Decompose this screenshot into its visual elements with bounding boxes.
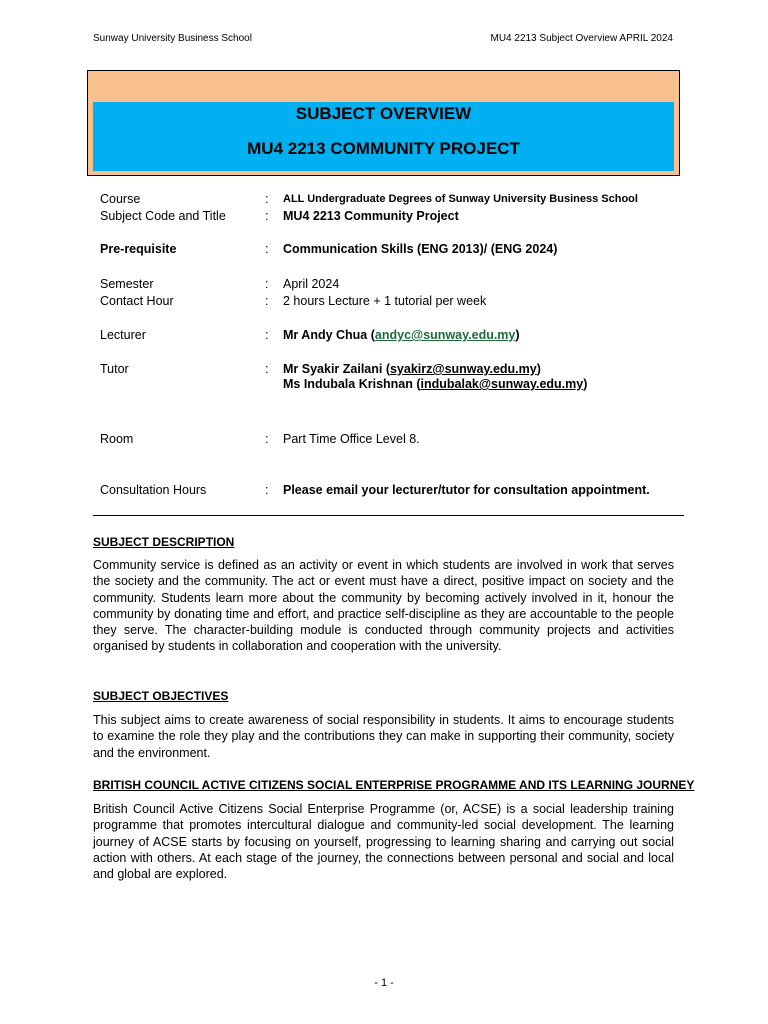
tutor1-close: ): [536, 362, 541, 376]
tutor1-name: Mr Syakir Zailani (: [283, 362, 390, 376]
contact-label: Contact Hour: [100, 294, 174, 308]
title-banner: [93, 102, 674, 171]
colon: :: [265, 209, 269, 223]
colon: :: [265, 277, 269, 291]
code-label: Subject Code and Title: [100, 209, 226, 223]
consultation-value: Please email your lecturer/tutor for consultation appointment.: [283, 483, 650, 497]
british-council-heading: BRITISH COUNCIL ACTIVE CITIZENS SOCIAL ENTERPRISE PROGRAMME AND ITS LEARNING JOURNEY: [93, 778, 695, 792]
colon: :: [265, 294, 269, 308]
code-value: MU4 2213 Community Project: [283, 209, 459, 223]
tutor-label: Tutor: [100, 362, 129, 376]
colon: :: [265, 328, 269, 342]
page-number: - 1 -: [374, 977, 394, 989]
objectives-text: This subject aims to create awareness of social responsibility in students. It aims to encourage students to examine the role they play and the contributions they can make in supporting their community, society and the environment.: [93, 713, 674, 760]
section-divider: [93, 515, 684, 516]
objectives-heading: SUBJECT OBJECTIVES: [93, 689, 229, 703]
contact-value: 2 hours Lecture + 1 tutorial per week: [283, 294, 487, 308]
colon: :: [265, 362, 269, 376]
tutor2-email-link[interactable]: indubalak@sunway.edu.my: [420, 377, 584, 391]
lecturer-name: Mr Andy Chua (: [283, 328, 375, 342]
tutor1-value: [283, 362, 541, 376]
prereq-value: Communication Skills (ENG 2013)/ (ENG 2024): [283, 242, 558, 256]
tutor2-close: ): [583, 377, 588, 391]
colon: :: [265, 242, 269, 256]
tutor1-email-link[interactable]: syakirz@sunway.edu.my: [389, 362, 537, 376]
semester-value: April 2024: [283, 277, 340, 291]
title-box: [87, 70, 680, 176]
description-heading: SUBJECT DESCRIPTION: [93, 535, 235, 549]
lecturer-email-link[interactable]: andyc@sunway.edu.my: [374, 328, 516, 342]
title-course-name: MU4 2213 COMMUNITY PROJECT: [247, 139, 520, 158]
british-council-text: British Council Active Citizens Social Enterprise Programme (or, ACSE) is a social leadership training programme that promotes intercultural dialogue and community-led social development. The learning journey of ACSE starts by focusing on yourself, progressing to learning sharing and carrying out social action with others. At each stage of the journey, the connections between personal and social and local and global are explored.: [93, 802, 674, 882]
description-text: Community service is defined as an activity or event in which students are involved in work that serves the society and the community. The act or event must have a direct, positive impact on society and the community. Students learn more about the community by becoming actively involved in it, honour the community by donating time and effort, and practice self-discipline as they are accountable to the people they serve. The character-building module is conducted through community projects and activities organised by students in collaboration and cooperation with the university.: [93, 558, 674, 654]
course-value: ALL Undergraduate Degrees of Sunway University Business School: [283, 193, 638, 205]
colon: :: [265, 432, 269, 446]
colon: :: [265, 483, 269, 497]
course-label: Course: [100, 192, 141, 206]
title-subject-overview: SUBJECT OVERVIEW: [295, 104, 472, 123]
lecturer-close: ): [515, 328, 520, 342]
tutor2-value: [283, 377, 587, 391]
lecturer-label: Lecturer: [100, 328, 146, 342]
consultation-label: Consultation Hours: [100, 483, 207, 497]
colon: :: [265, 192, 269, 206]
lecturer-value: [283, 328, 520, 342]
header-subject: MU4 2213 Subject Overview APRIL 2024: [490, 33, 673, 44]
tutor2-name: Ms Indubala Krishnan (: [283, 377, 421, 391]
room-value: Part Time Office Level 8.: [283, 432, 420, 446]
room-label: Room: [100, 432, 134, 446]
semester-label: Semester: [100, 277, 154, 291]
header-school: Sunway University Business School: [93, 33, 252, 44]
prereq-label: Pre-requisite: [100, 242, 177, 256]
